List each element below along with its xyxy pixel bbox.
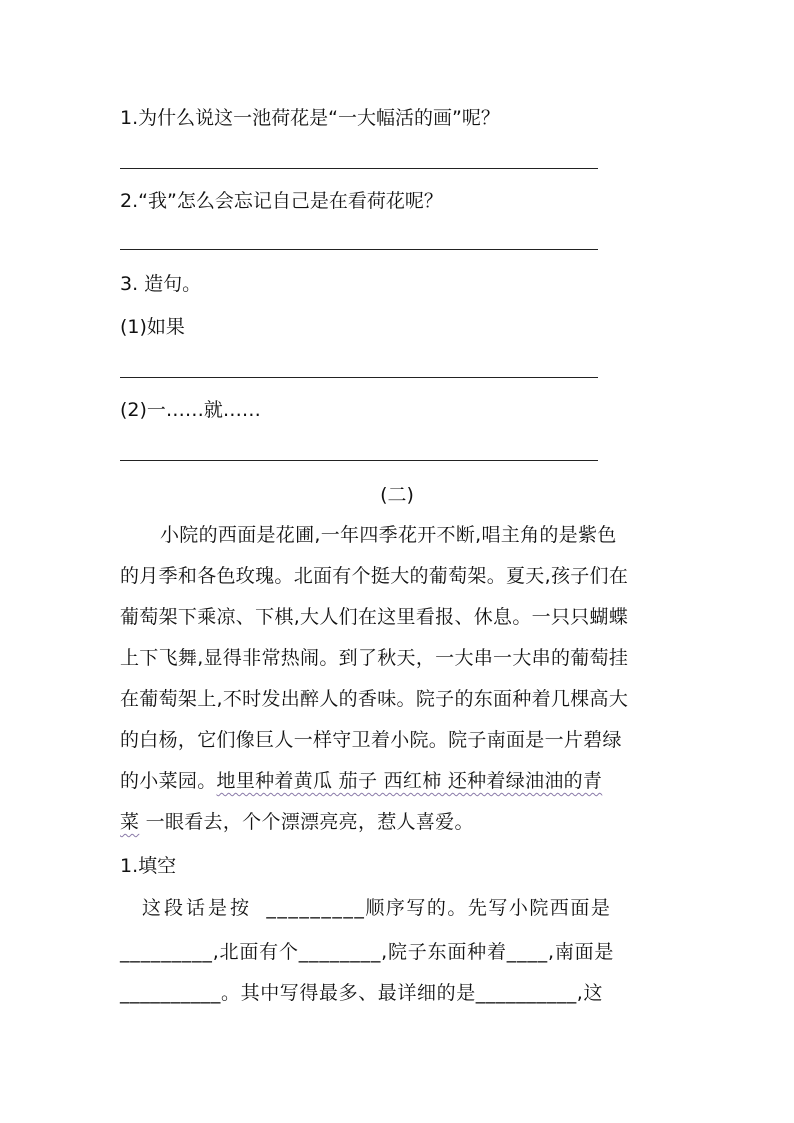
question-3: 3. 造句。 [120, 273, 202, 295]
passage-text: 的小菜园。 [120, 770, 217, 792]
fill-line-3[interactable]: __________。其中写得最多、最详细的是__________,这 [120, 982, 604, 1004]
passage-line: 的月季和各色玫瑰。北面有个挺大的葡萄架。夏天,孩子们在 [120, 565, 629, 587]
answer-line-2[interactable] [120, 249, 598, 250]
fill-text: 这段话是按 [142, 897, 253, 919]
answer-line-3[interactable] [120, 377, 598, 378]
wavy-underlined-text: 地里种着黄瓜 茄子 西红柿 还种着绿油油的青 [216, 770, 603, 792]
fill-title: 1.填空 [120, 855, 177, 877]
answer-line-4[interactable] [120, 460, 598, 461]
fill-text[interactable]: _________顺序写的。先写小院西面是 [266, 897, 612, 919]
passage-line: 小院的西面是花圃,一年四季花开不断,唱主角的是紫色 [160, 524, 617, 546]
passage-line: 的白杨，它们像巨人一样守卫着小院。院子南面是一片碧绿 [120, 729, 622, 751]
sentence-prompt-2: (2)一……就…… [120, 399, 261, 421]
section-heading: (二) [380, 484, 414, 506]
passage-line: 葡萄架下乘凉、下棋,大人们在这里看报、休息。一只只蝴蝶 [120, 606, 629, 628]
question-1: 1.为什么说这一池荷花是“一大幅活的画”呢？ [120, 107, 500, 129]
passage-line [120, 769, 672, 793]
passage-text: 一眼看去，个个漂漂亮亮，惹人喜爱。 [139, 811, 474, 833]
passage-line: 在葡萄架上,不时发出醉人的香味。院子的东面种着几棵高大 [120, 688, 629, 710]
answer-line-1[interactable] [120, 168, 598, 169]
wavy-underlined-text: 菜 [120, 811, 140, 833]
fill-line-1[interactable] [142, 896, 672, 920]
sentence-prompt-1: (1)如果 [120, 316, 185, 338]
passage-line: 上下飞舞,显得非常热闹。到了秋天，一大串一大串的葡萄挂 [120, 647, 629, 669]
fill-line-2[interactable]: _________,北面有个________,院子东面种着____,南面是 [120, 941, 615, 963]
passage-line [120, 810, 672, 834]
question-2: 2.“我”怎么会忘记自己是在看荷花呢？ [120, 190, 443, 212]
